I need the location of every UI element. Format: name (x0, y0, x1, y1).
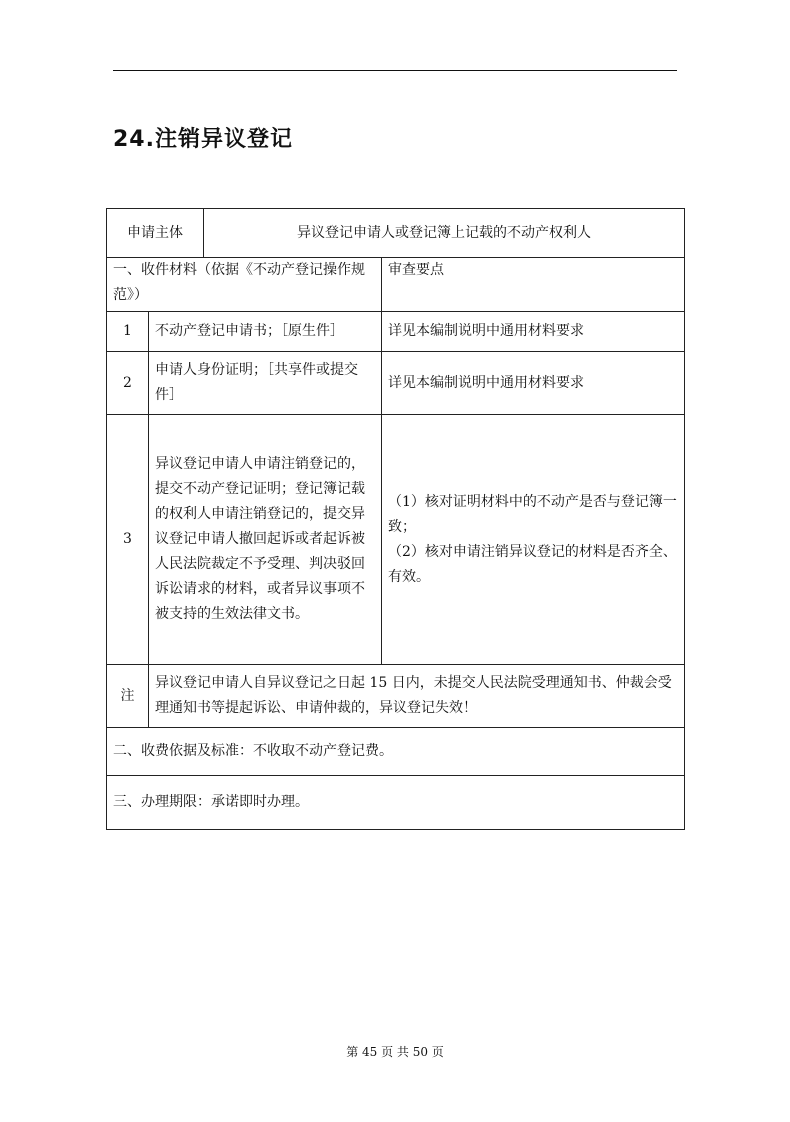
applicant-value: 异议登记申请人或登记簿上记载的不动产权利人 (204, 209, 685, 258)
materials-header: 一、收件材料（依据《不动产登记操作规范》） (107, 258, 382, 312)
materials-header-row (107, 258, 685, 312)
review-point-1: （1）核对证明材料中的不动产是否与登记簿一致； (388, 493, 677, 535)
header-rule (113, 70, 677, 71)
applicant-label: 申请主体 (107, 209, 204, 258)
deadline-row (107, 776, 685, 830)
row-number: 2 (107, 352, 149, 415)
row-review (382, 415, 685, 665)
row-review: 详见本编制说明中通用材料要求 (382, 312, 685, 352)
review-header: 审查要点 (382, 258, 685, 312)
table-row (107, 352, 685, 415)
review-point-2: （2）核对申请注销异议登记的材料是否齐全、有效。 (388, 543, 677, 585)
note-row (107, 665, 685, 728)
page-footer: 第 45 页 共 50 页 (346, 1045, 444, 1059)
row-number: 3 (107, 415, 149, 665)
section-heading: 24.注销异议登记 (113, 127, 293, 152)
row-material: 异议登记申请人申请注销登记的，提交不动产登记证明；登记簿记载的权利人申请注销登记的，提交异议登记申请人撤回起诉或者起诉被人民法院裁定不予受理、判决驳回诉讼请求的材料，或者异议事项不被支持的生效法律文书。 (149, 415, 382, 665)
row-material: 不动产登记申请书；［原生件］ (149, 312, 382, 352)
applicant-row (107, 209, 685, 258)
table-row (107, 415, 685, 665)
row-number: 1 (107, 312, 149, 352)
fee-text: 二、收费依据及标准：不收取不动产登记费。 (107, 728, 685, 776)
deadline-text: 三、办理期限：承诺即时办理。 (107, 776, 685, 830)
note-text: 异议登记申请人自异议登记之日起 15 日内，未提交人民法院受理通知书、仲裁会受理通知书等提起诉讼、申请仲裁的，异议登记失效！ (149, 665, 685, 728)
registration-table (106, 208, 685, 830)
note-label: 注 (107, 665, 149, 728)
row-material: 申请人身份证明；［共享件或提交件］ (149, 352, 382, 415)
row-review: 详见本编制说明中通用材料要求 (382, 352, 685, 415)
fee-row (107, 728, 685, 776)
table-row (107, 312, 685, 352)
